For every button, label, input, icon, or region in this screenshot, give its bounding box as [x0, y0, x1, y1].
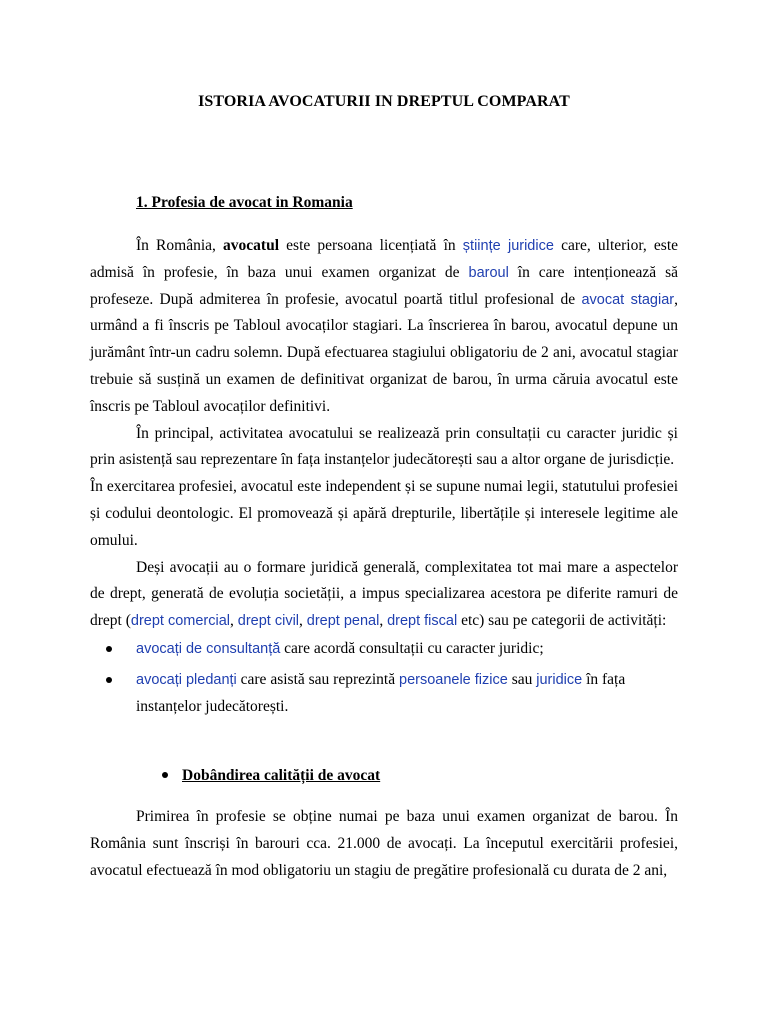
link-stiinte-juridice[interactable]: științe juridice: [462, 238, 554, 254]
link-drept-comercial[interactable]: drept comercial: [130, 613, 231, 630]
link-drept-fiscal[interactable]: drept fiscal: [387, 613, 458, 630]
body-paragraphs-2: [90, 804, 678, 884]
link-avocati-pledanti[interactable]: avocați pledanți: [136, 671, 237, 688]
text-run: în fața instanțelor judecătorești.: [136, 670, 626, 715]
paragraph-intro: [90, 233, 678, 421]
link-avocati-de-consultanta[interactable]: avocați de consultanță: [136, 641, 281, 657]
text-run: care acordă consultații cu caracter juridic;: [280, 640, 544, 657]
text-run: ,: [379, 612, 388, 630]
list-item: [104, 636, 678, 663]
paragraph-primirea: Primirea în profesie se obține numai pe baza unui examen organizat de barou. În România sunt înscriși în barouri cca. 21.000 de avocați. La începutul exercitării profesiei, avocatul efectuează în mod obligatoriu un stagiu de pregătire profesională cu durata de 2 ani,: [90, 808, 678, 879]
text-run: Deși avocații au o formare juridică generală, complexitatea tot mai mare a aspectelor de drept, generată de evoluția societății, a impus specializarea acestora pe diferite ramuri de drept (: [90, 558, 678, 630]
text-run: care asistă sau reprezintă: [236, 670, 399, 688]
link-avocat-stagiar[interactable]: avocat stagiar: [581, 291, 675, 308]
bold-term-avocatul: avocatul: [223, 237, 280, 254]
bullet-icon: [162, 772, 168, 778]
text-run: , urmând a fi înscris pe Tabloul avocaților stagiari. La înscrierea în barou, avocatul depune un jurământ într-un cadru solemn. După efectuarea stagiului obligatoriu de 2 ani, avocatul stagiar trebuie să susțină un examen de definitivat organizat de barou, în urma căruia avocatul este înscris pe Tabloul avocaților definitivi.: [90, 290, 678, 415]
text-run: ,: [230, 612, 238, 630]
link-juridice[interactable]: juridice: [536, 671, 583, 688]
link-baroul[interactable]: baroul: [468, 264, 509, 281]
bullet-icon: [104, 667, 136, 721]
text-run: este persoana licențiată în: [279, 237, 463, 254]
list-item: [104, 667, 678, 721]
paragraph-activitate: În principal, activitatea avocatului se realizează prin consultații cu caracter juridic și prin asistență sau reprezentare în fața instanțelor judecătorești sau a altor organe de jurisdicție.: [90, 424, 678, 469]
link-drept-civil[interactable]: drept civil: [237, 613, 300, 630]
text-run: În România,: [136, 237, 224, 254]
section-heading-dobandirea: [160, 767, 380, 785]
text-run: care, ulterior, este admisă în profesie, în baza unui examen organizat de: [90, 237, 679, 281]
text-run: sau: [507, 670, 537, 688]
text-run: ,: [299, 612, 307, 630]
text-run: etc) sau pe categorii de activități:: [457, 612, 667, 630]
text-run: în care intenționează să profeseze. După admiterea în profesie, avocatul poartă titlul profesional de: [90, 263, 678, 308]
section-heading-profesia: 1. Profesia de avocat in Romania: [136, 194, 353, 211]
bullet-icon: [104, 636, 136, 663]
heading-text: Dobândirea calității de avocat: [182, 767, 381, 784]
paragraph-independenta: În exercitarea profesiei, avocatul este independent și se supune numai legii, statutului profesiei și codului deontologic. El promovează și apără drepturile, libertățile și interesele legitime ale omului.: [90, 478, 678, 549]
bullet-list: [104, 636, 678, 720]
body-paragraphs: [90, 233, 678, 635]
link-persoanele-fizice[interactable]: persoanele fizice: [399, 671, 508, 688]
paragraph-specializare: [90, 555, 678, 635]
document-title: ISTORIA AVOCATURII IN DREPTUL COMPARAT: [198, 93, 570, 110]
link-drept-penal[interactable]: drept penal: [306, 613, 380, 630]
